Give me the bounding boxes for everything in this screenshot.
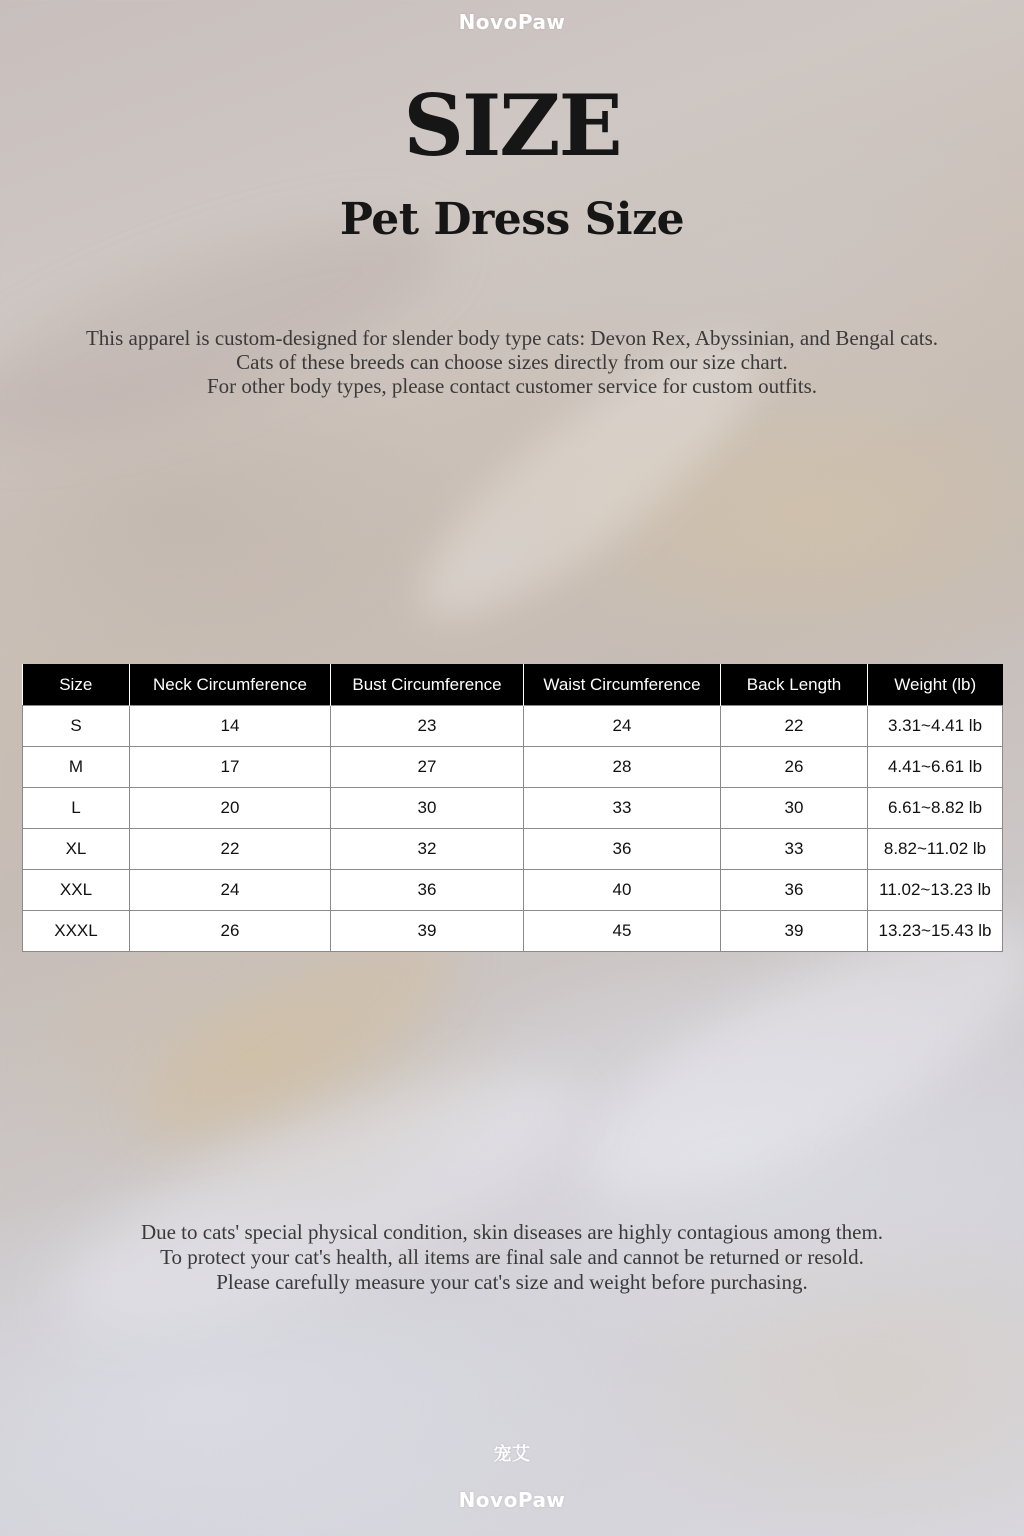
intro-text (0, 326, 1024, 398)
table-cell: 20 (130, 788, 331, 829)
table-cell: 27 (331, 747, 524, 788)
table-cell: L (23, 788, 130, 829)
table-cell: 45 (524, 911, 721, 952)
table-cell: 33 (721, 829, 868, 870)
brush-stroke (30, 1021, 609, 1379)
table-row (23, 829, 1003, 870)
table-row (23, 788, 1003, 829)
table-cell: 32 (331, 829, 524, 870)
table-cell: 40 (524, 870, 721, 911)
table-cell: 11.02~13.23 lb (868, 870, 1003, 911)
size-chart-table (22, 664, 1003, 952)
header-weight: Weight (lb) (868, 664, 1003, 706)
table-cell: 30 (331, 788, 524, 829)
table-cell: XL (23, 829, 130, 870)
table-cell: 13.23~15.43 lb (868, 911, 1003, 952)
header-neck-circumference: Neck Circumference (130, 664, 331, 706)
page-subtitle: Pet Dress Size (339, 194, 685, 245)
table-cell: 24 (130, 870, 331, 911)
table-cell: 39 (721, 911, 868, 952)
table-cell: 36 (524, 829, 721, 870)
table-cell: 36 (331, 870, 524, 911)
table-cell: 8.82~11.02 lb (868, 829, 1003, 870)
brand-logo-chinese: 宠艾 (493, 1444, 531, 1465)
table-cell: 22 (721, 706, 868, 747)
intro-line: Cats of these breeds can choose sizes directly from our size chart. (236, 350, 788, 374)
table-header-row (23, 664, 1003, 706)
table-cell: 36 (721, 870, 868, 911)
header-waist-circumference: Waist Circumference (524, 664, 721, 706)
brand-logo-bottom: NovoPaw (458, 1488, 566, 1512)
header-bust-circumference: Bust Circumference (331, 664, 524, 706)
table-cell: XXXL (23, 911, 130, 952)
table-cell: 4.41~6.61 lb (868, 747, 1003, 788)
notice-text (0, 1220, 1024, 1295)
table-cell: S (23, 706, 130, 747)
header-size: Size (23, 664, 130, 706)
table-cell: 22 (130, 829, 331, 870)
notice-line: Due to cats' special physical condition, skin diseases are highly contagious among them. (140, 1220, 884, 1244)
table-cell: 24 (524, 706, 721, 747)
table-cell: 23 (331, 706, 524, 747)
table-cell: XXL (23, 870, 130, 911)
table-cell: 26 (721, 747, 868, 788)
table-cell: 3.31~4.41 lb (868, 706, 1003, 747)
table-cell: 14 (130, 706, 331, 747)
page-title: SIZE (403, 76, 621, 175)
table-row (23, 870, 1003, 911)
table-cell: 6.61~8.82 lb (868, 788, 1003, 829)
table-row (23, 747, 1003, 788)
intro-line: This apparel is custom-designed for slender body type cats: Devon Rex, Abyssinian, and Bengal cats. (85, 326, 939, 350)
notice-line: Please carefully measure your cat's size and weight before purchasing. (216, 1270, 808, 1294)
intro-line: For other body types, please contact customer service for custom outfits. (206, 374, 817, 398)
brand-logo-top: NovoPaw (458, 10, 566, 34)
table-cell: 39 (331, 911, 524, 952)
table-cell: 28 (524, 747, 721, 788)
table-cell: M (23, 747, 130, 788)
table-cell: 30 (721, 788, 868, 829)
table-cell: 17 (130, 747, 331, 788)
table-cell: 26 (130, 911, 331, 952)
header-back-length: Back Length (721, 664, 868, 706)
table-cell: 33 (524, 788, 721, 829)
notice-line: To protect your cat's health, all items are final sale and cannot be returned or resold. (160, 1245, 864, 1269)
table-row (23, 706, 1003, 747)
table-row (23, 911, 1003, 952)
